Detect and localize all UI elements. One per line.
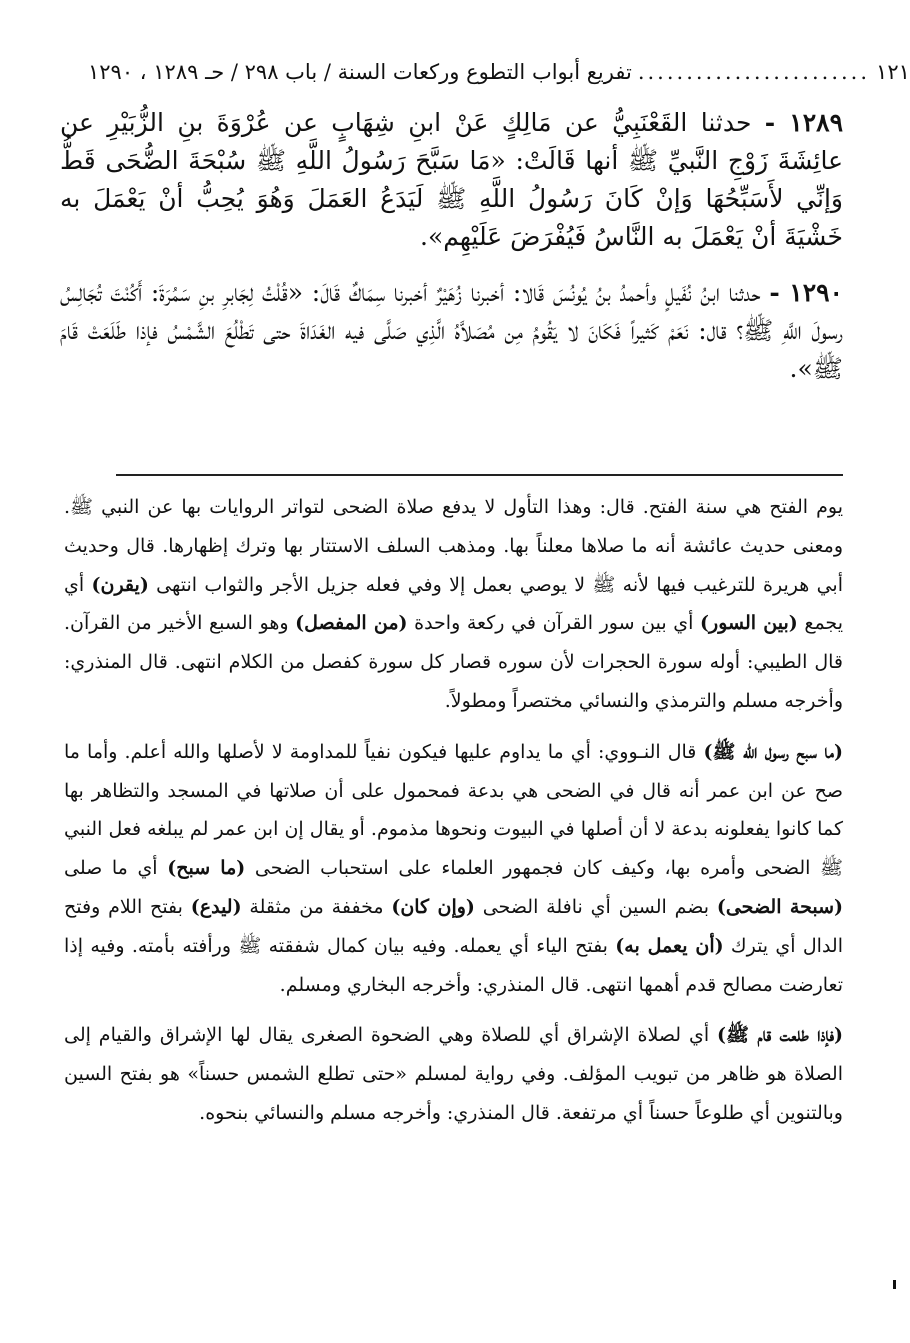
commentary-heading-term: (بين السور) [700,612,798,635]
commentary-text: قال النـووي: أي ما يداوم عليها فيكون نفياً للمداومة لا لأصلها والله أعلم. وأما ما صح عن ابن عمر أنه قال في الضحى هي بدعة فمحمول على أن صلاتها في المسجد والتظاهر بها كما كانوا يفعلونه بدعة لا أن أصلها في البيوت ونحوها مذموم. أو يقال إن ابن عمر لم يبلغه فعل النبي ﷺ الضحى وأمره بها، وكيف كان فجمهور العلماء على استحباب الضحى [64,740,843,880]
commentary-text: بفتح الياء أي يعمله. وفيه بيان كمال شفقته ﷺ ورأفته بأمته. وفيه إذا تعارضت مصالح قدم أهمها انتهى. قال المنذري: وأخرجه البخاري ومسلم. [64,934,843,996]
hadith-text: حدثنا القَعْنَبِيُّ عن مَالِكٍ عَنْ ابنِ شِهَابٍ عن عُرْوَةَ بنِ الزُّبَيْرِ عن عائِشَةَ زَوْجِ النَّبيِّ ﷺ أنها قَالَتْ: «مَا سَبَّحَ رَسُولُ اللَّهِ ﷺ سُبْحَةَ الضُّحَى قَطُّ وَإنِّي لأَسَبِّحُهَا وَإنْ كَانَ رَسُولُ اللَّهِ ﷺ لَيَدَعُ العَمَلَ وَهُوَ يُحِبُّ أنْ يَعْمَلَ به خَشْيَةَ أنْ يَعْمَلَ به النَّاسُ فَيُفْرَضَ عَلَيْهِم». [60,108,843,251]
commentary-text: يوم الفتح هي سنة الفتح. قال: وهذا التأول لا يدفع صلاة الضحى لتواتر الروايات بها عن النبي ﷺ. ومعنى حديث عائشة أنه ما صلاها معلناً بها. ومذهب السلف الاستتار بها وترك إظهارها. قال وحديث أبي هريرة للترغيب فيها لأنه ﷺ لا يوصي بعمل إلا وفي فعله جزيل الأجر والثواب انتهى [64,496,843,596]
commentary-block [64,488,843,1145]
commentary-text: بضم السين أي نافلة الضحى [474,895,717,918]
commentary-paragraph [64,1016,843,1132]
header-dot-leader: ........................ [637,60,871,84]
commentary-paragraph [64,488,843,721]
running-title: تفريع أبواب التطوع وركعات السنة / باب ٢٩٨ / حـ ١٢٨٩ ، ١٢٩٠ [88,60,632,84]
hadith-1289 [60,104,843,256]
commentary-text: وهو السبع الأخير من القرآن. قال الطيبي: أوله سورة الحجرات لأن سوره قصار كل سورة كفصل من الكلام انتهى. قال المنذري: وأخرجه مسلم والترمذي والنسائي مختصراً ومطولاً. [64,612,843,712]
commentary-heading-term: (فإذا طلعت قام ﷺ) [717,1024,843,1047]
page-number: ١٢١ [876,60,910,84]
commentary-text: أي يجمع [64,573,843,635]
hadith-1290 [60,274,843,388]
section-divider [116,474,843,476]
commentary-heading-term: (من المفصل) [295,612,408,635]
commentary-text: أي ما صلى [64,857,168,880]
commentary-text: أي لصلاة الإشراق أي للصلاة وهي الضحوة الصغرى يقال لها الإشراق والقيام إلى الصلاة هو ظاهر من تبويب المؤلف. وفي رواية لمسلم «حتى تطلع الشمس حسناً» هو بفتح السين وبالتنوين أي طلوعاً حسناً أي مرتفعة. قال المنذري: وأخرجه مسلم والنسائي بنحوه. [64,1024,843,1124]
page-header [88,54,910,90]
commentary-heading-term: (ما سبح) [167,857,246,880]
commentary-text: مخففة من مثقلة [241,895,392,918]
hadith-text-block [60,104,843,406]
commentary-text: بفتح اللام وفتح الدال أي يترك [64,895,844,957]
hadith-number: ١٢٩٠ - [769,278,843,307]
commentary-paragraph [64,733,843,1005]
commentary-text: أي بين سور القرآن في ركعة واحدة [407,612,701,635]
commentary-heading-term: (يقرن) [91,573,149,596]
hadith-number: ١٢٨٩ - [764,108,843,137]
commentary-heading-term: (أن يعمل به) [615,934,724,957]
commentary-heading-term: (سبحة الضحى) [716,895,843,918]
scan-edge-mark [893,1280,896,1289]
hadith-text: حدثنا ابنُ نُفَيلٍ وأحمدُ بنُ يُونُسَ قَالا: أخبرنا زُهَيْرٌ أخبرنا سِمَاكٌ قَالَ: «قُلْتُ لِجَابرِ بنِ سَمُرَةَ: أَكُنْتَ تُجَالِسُ رسولَ اللَّهِ ﷺ؟ قال: نَعَمْ كَثيراً فَكَانَ لا يَقُومُ مِن مُصَلاَّهُ الَّذِي صَلَّى فيه الغَدَاةَ حتى تَطْلُعَ الشَّمْسُ فإذا طَلَعَتْ قَامَ ﷺ». [60,278,843,383]
commentary-heading-term: (ليدع) [190,895,242,918]
commentary-heading-term: (وإن كان) [391,895,475,918]
commentary-heading-term: (ما سبح رسول الله ﷺ) [703,740,843,763]
